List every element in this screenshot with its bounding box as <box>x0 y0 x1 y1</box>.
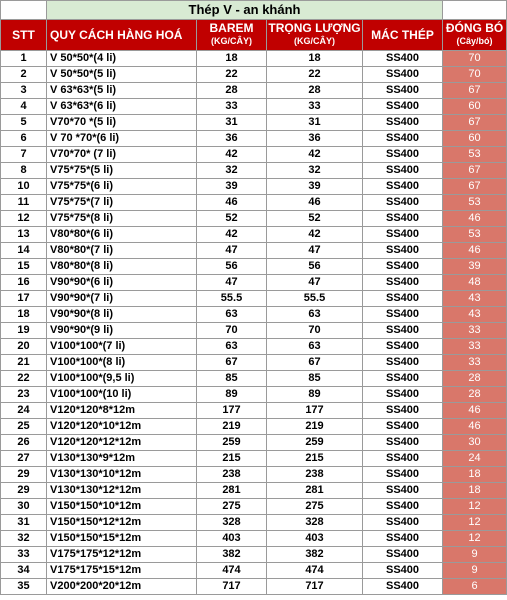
cell-grade: SS400 <box>363 435 443 451</box>
cell-barem: 238 <box>197 467 267 483</box>
cell-weight: 28 <box>267 83 363 99</box>
cell-barem: 39 <box>197 179 267 195</box>
cell-grade: SS400 <box>363 515 443 531</box>
header-bundle <box>443 20 507 51</box>
cell-bundle: 43 <box>443 291 507 307</box>
table-row <box>1 275 507 291</box>
cell-grade: SS400 <box>363 387 443 403</box>
cell-grade: SS400 <box>363 275 443 291</box>
cell-weight: 63 <box>267 339 363 355</box>
cell-weight: 63 <box>267 307 363 323</box>
cell-stt: 13 <box>1 227 47 243</box>
cell-stt: 29 <box>1 467 47 483</box>
cell-stt: 34 <box>1 563 47 579</box>
header-weight <box>267 20 363 51</box>
cell-stt: 1 <box>1 51 47 67</box>
cell-weight: 717 <box>267 579 363 595</box>
table-row <box>1 163 507 179</box>
cell-stt: 5 <box>1 115 47 131</box>
table-row <box>1 387 507 403</box>
cell-bundle: 24 <box>443 451 507 467</box>
cell-grade: SS400 <box>363 147 443 163</box>
cell-spec: V100*100*(8 li) <box>47 355 197 371</box>
cell-stt: 7 <box>1 147 47 163</box>
cell-barem: 89 <box>197 387 267 403</box>
cell-bundle: 53 <box>443 227 507 243</box>
cell-stt: 4 <box>1 99 47 115</box>
cell-grade: SS400 <box>363 99 443 115</box>
cell-grade: SS400 <box>363 83 443 99</box>
cell-weight: 403 <box>267 531 363 547</box>
cell-barem: 28 <box>197 83 267 99</box>
cell-weight: 32 <box>267 163 363 179</box>
cell-stt: 2 <box>1 67 47 83</box>
cell-barem: 63 <box>197 307 267 323</box>
cell-bundle: 67 <box>443 179 507 195</box>
cell-bundle: 67 <box>443 163 507 179</box>
cell-grade: SS400 <box>363 339 443 355</box>
cell-grade: SS400 <box>363 243 443 259</box>
cell-barem: 85 <box>197 371 267 387</box>
cell-bundle: 12 <box>443 499 507 515</box>
cell-weight: 39 <box>267 179 363 195</box>
header-row <box>1 20 507 51</box>
cell-spec: V90*90*(7 li) <box>47 291 197 307</box>
cell-spec: V130*130*12*12m <box>47 483 197 499</box>
cell-spec: V75*75*(8 li) <box>47 211 197 227</box>
cell-spec: V130*130*10*12m <box>47 467 197 483</box>
cell-bundle: 30 <box>443 435 507 451</box>
cell-bundle: 46 <box>443 211 507 227</box>
table-row <box>1 83 507 99</box>
header-stt: STT <box>1 20 47 51</box>
cell-spec: V175*175*12*12m <box>47 547 197 563</box>
cell-weight: 238 <box>267 467 363 483</box>
cell-barem: 382 <box>197 547 267 563</box>
cell-grade: SS400 <box>363 371 443 387</box>
cell-grade: SS400 <box>363 483 443 499</box>
table-row <box>1 483 507 499</box>
header-grade: MÁC THÉP <box>363 20 443 51</box>
table-row <box>1 211 507 227</box>
cell-spec: V 50*50*(4 li) <box>47 51 197 67</box>
cell-stt: 14 <box>1 243 47 259</box>
cell-barem: 55.5 <box>197 291 267 307</box>
cell-grade: SS400 <box>363 451 443 467</box>
cell-barem: 22 <box>197 67 267 83</box>
table-row <box>1 307 507 323</box>
cell-barem: 36 <box>197 131 267 147</box>
table-row <box>1 243 507 259</box>
table-row <box>1 131 507 147</box>
cell-barem: 70 <box>197 323 267 339</box>
cell-weight: 47 <box>267 243 363 259</box>
cell-grade: SS400 <box>363 323 443 339</box>
cell-barem: 47 <box>197 275 267 291</box>
cell-spec: V80*80*(8 li) <box>47 259 197 275</box>
cell-weight: 22 <box>267 67 363 83</box>
cell-spec: V 63*63*(6 li) <box>47 99 197 115</box>
cell-weight: 52 <box>267 211 363 227</box>
table-row <box>1 259 507 275</box>
cell-stt: 3 <box>1 83 47 99</box>
cell-grade: SS400 <box>363 211 443 227</box>
cell-grade: SS400 <box>363 403 443 419</box>
cell-weight: 177 <box>267 403 363 419</box>
cell-grade: SS400 <box>363 499 443 515</box>
cell-bundle: 28 <box>443 371 507 387</box>
cell-weight: 31 <box>267 115 363 131</box>
table-row <box>1 355 507 371</box>
cell-weight: 67 <box>267 355 363 371</box>
cell-stt: 8 <box>1 163 47 179</box>
cell-bundle: 67 <box>443 115 507 131</box>
cell-spec: V70*70* (7 li) <box>47 147 197 163</box>
cell-stt: 20 <box>1 339 47 355</box>
cell-spec: V120*120*8*12m <box>47 403 197 419</box>
cell-spec: V75*75*(5 li) <box>47 163 197 179</box>
cell-weight: 259 <box>267 435 363 451</box>
cell-weight: 328 <box>267 515 363 531</box>
cell-weight: 281 <box>267 483 363 499</box>
cell-barem: 18 <box>197 51 267 67</box>
title-spacer <box>1 1 47 20</box>
cell-stt: 15 <box>1 259 47 275</box>
cell-barem: 281 <box>197 483 267 499</box>
cell-spec: V130*130*9*12m <box>47 451 197 467</box>
cell-spec: V90*90*(6 li) <box>47 275 197 291</box>
table-body <box>1 51 507 595</box>
cell-bundle: 53 <box>443 147 507 163</box>
cell-bundle: 39 <box>443 259 507 275</box>
cell-stt: 18 <box>1 307 47 323</box>
cell-grade: SS400 <box>363 115 443 131</box>
header-barem <box>197 20 267 51</box>
cell-weight: 70 <box>267 323 363 339</box>
cell-weight: 55.5 <box>267 291 363 307</box>
table-row <box>1 435 507 451</box>
cell-bundle: 67 <box>443 83 507 99</box>
table-row <box>1 531 507 547</box>
cell-stt: 25 <box>1 419 47 435</box>
cell-spec: V90*90*(8 li) <box>47 307 197 323</box>
cell-stt: 21 <box>1 355 47 371</box>
cell-weight: 18 <box>267 51 363 67</box>
cell-barem: 42 <box>197 147 267 163</box>
cell-grade: SS400 <box>363 259 443 275</box>
cell-stt: 10 <box>1 179 47 195</box>
cell-grade: SS400 <box>363 563 443 579</box>
cell-barem: 56 <box>197 259 267 275</box>
cell-bundle: 12 <box>443 515 507 531</box>
cell-spec: V75*75*(6 li) <box>47 179 197 195</box>
header-barem-unit: (KG/CÂY) <box>211 36 252 46</box>
cell-weight: 33 <box>267 99 363 115</box>
cell-barem: 474 <box>197 563 267 579</box>
cell-spec: V80*80*(6 li) <box>47 227 197 243</box>
cell-weight: 215 <box>267 451 363 467</box>
header-barem-label: BAREM <box>209 21 254 35</box>
cell-barem: 52 <box>197 211 267 227</box>
cell-barem: 275 <box>197 499 267 515</box>
cell-spec: V 63*63*(5 li) <box>47 83 197 99</box>
cell-stt: 22 <box>1 371 47 387</box>
cell-weight: 42 <box>267 147 363 163</box>
cell-stt: 24 <box>1 403 47 419</box>
cell-grade: SS400 <box>363 419 443 435</box>
cell-stt: 26 <box>1 435 47 451</box>
cell-weight: 85 <box>267 371 363 387</box>
cell-grade: SS400 <box>363 131 443 147</box>
cell-barem: 47 <box>197 243 267 259</box>
title-row <box>1 1 507 20</box>
cell-barem: 403 <box>197 531 267 547</box>
cell-bundle: 48 <box>443 275 507 291</box>
cell-spec: V175*175*15*12m <box>47 563 197 579</box>
cell-stt: 31 <box>1 515 47 531</box>
header-weight-label: TRỌNG LƯỢNG <box>268 21 361 35</box>
cell-grade: SS400 <box>363 307 443 323</box>
cell-bundle: 33 <box>443 355 507 371</box>
table-row <box>1 515 507 531</box>
table-row <box>1 227 507 243</box>
cell-bundle: 60 <box>443 131 507 147</box>
cell-barem: 328 <box>197 515 267 531</box>
table-row <box>1 467 507 483</box>
table-row <box>1 115 507 131</box>
cell-barem: 219 <box>197 419 267 435</box>
table-row <box>1 67 507 83</box>
header-weight-unit: (KG/CÂY) <box>294 36 335 46</box>
table-title: Thép V - an khánh <box>47 1 443 20</box>
cell-grade: SS400 <box>363 467 443 483</box>
table-row <box>1 179 507 195</box>
cell-stt: 16 <box>1 275 47 291</box>
header-bundle-unit: (Cây/bó) <box>456 36 493 46</box>
cell-bundle: 33 <box>443 323 507 339</box>
table-row <box>1 147 507 163</box>
header-spec: QUY CÁCH HÀNG HOÁ <box>47 20 197 51</box>
cell-spec: V100*100*(7 li) <box>47 339 197 355</box>
cell-stt: 6 <box>1 131 47 147</box>
cell-bundle: 46 <box>443 243 507 259</box>
cell-barem: 33 <box>197 99 267 115</box>
cell-grade: SS400 <box>363 547 443 563</box>
cell-spec: V90*90*(9 li) <box>47 323 197 339</box>
cell-grade: SS400 <box>363 67 443 83</box>
table-row <box>1 499 507 515</box>
cell-grade: SS400 <box>363 179 443 195</box>
cell-barem: 46 <box>197 195 267 211</box>
cell-stt: 27 <box>1 451 47 467</box>
cell-stt: 11 <box>1 195 47 211</box>
cell-spec: V100*100*(10 li) <box>47 387 197 403</box>
cell-barem: 717 <box>197 579 267 595</box>
cell-stt: 19 <box>1 323 47 339</box>
cell-barem: 63 <box>197 339 267 355</box>
cell-barem: 42 <box>197 227 267 243</box>
cell-spec: V150*150*10*12m <box>47 499 197 515</box>
cell-weight: 56 <box>267 259 363 275</box>
cell-grade: SS400 <box>363 195 443 211</box>
cell-spec: V120*120*10*12m <box>47 419 197 435</box>
cell-spec: V 50*50*(5 li) <box>47 67 197 83</box>
cell-stt: 12 <box>1 211 47 227</box>
table-row <box>1 579 507 595</box>
cell-bundle: 60 <box>443 99 507 115</box>
cell-stt: 23 <box>1 387 47 403</box>
table-row <box>1 51 507 67</box>
cell-bundle: 46 <box>443 403 507 419</box>
cell-spec: V 70 *70*(6 li) <box>47 131 197 147</box>
table-row <box>1 419 507 435</box>
cell-grade: SS400 <box>363 355 443 371</box>
table-row <box>1 291 507 307</box>
cell-stt: 32 <box>1 531 47 547</box>
cell-spec: V80*80*(7 li) <box>47 243 197 259</box>
cell-stt: 30 <box>1 499 47 515</box>
cell-spec: V75*75*(7 li) <box>47 195 197 211</box>
cell-barem: 32 <box>197 163 267 179</box>
cell-stt: 35 <box>1 579 47 595</box>
cell-bundle: 9 <box>443 563 507 579</box>
title-spacer-right <box>443 1 507 20</box>
cell-weight: 46 <box>267 195 363 211</box>
cell-bundle: 6 <box>443 579 507 595</box>
cell-grade: SS400 <box>363 227 443 243</box>
table-row <box>1 99 507 115</box>
cell-spec: V150*150*12*12m <box>47 515 197 531</box>
cell-grade: SS400 <box>363 163 443 179</box>
cell-weight: 42 <box>267 227 363 243</box>
cell-weight: 89 <box>267 387 363 403</box>
cell-spec: V70*70 *(5 li) <box>47 115 197 131</box>
cell-bundle: 18 <box>443 483 507 499</box>
cell-weight: 382 <box>267 547 363 563</box>
cell-bundle: 33 <box>443 339 507 355</box>
table-row <box>1 339 507 355</box>
cell-bundle: 18 <box>443 467 507 483</box>
cell-grade: SS400 <box>363 579 443 595</box>
table-row <box>1 563 507 579</box>
cell-stt: 17 <box>1 291 47 307</box>
cell-barem: 31 <box>197 115 267 131</box>
cell-spec: V120*120*12*12m <box>47 435 197 451</box>
cell-weight: 36 <box>267 131 363 147</box>
cell-bundle: 28 <box>443 387 507 403</box>
table-row <box>1 323 507 339</box>
cell-stt: 33 <box>1 547 47 563</box>
table-row <box>1 371 507 387</box>
cell-spec: V200*200*20*12m <box>47 579 197 595</box>
cell-bundle: 70 <box>443 67 507 83</box>
table-row <box>1 547 507 563</box>
cell-spec: V100*100*(9,5 li) <box>47 371 197 387</box>
cell-stt: 29 <box>1 483 47 499</box>
cell-weight: 474 <box>267 563 363 579</box>
table-row <box>1 403 507 419</box>
table-row <box>1 195 507 211</box>
cell-bundle: 9 <box>443 547 507 563</box>
cell-spec: V150*150*15*12m <box>47 531 197 547</box>
cell-bundle: 46 <box>443 419 507 435</box>
cell-weight: 219 <box>267 419 363 435</box>
cell-barem: 177 <box>197 403 267 419</box>
cell-bundle: 43 <box>443 307 507 323</box>
cell-bundle: 70 <box>443 51 507 67</box>
cell-grade: SS400 <box>363 531 443 547</box>
header-bundle-label: ĐÓNG BÓ <box>445 21 504 35</box>
cell-weight: 275 <box>267 499 363 515</box>
cell-grade: SS400 <box>363 291 443 307</box>
cell-grade: SS400 <box>363 51 443 67</box>
cell-bundle: 12 <box>443 531 507 547</box>
cell-barem: 259 <box>197 435 267 451</box>
cell-barem: 215 <box>197 451 267 467</box>
cell-barem: 67 <box>197 355 267 371</box>
table-row <box>1 451 507 467</box>
cell-weight: 47 <box>267 275 363 291</box>
cell-bundle: 53 <box>443 195 507 211</box>
